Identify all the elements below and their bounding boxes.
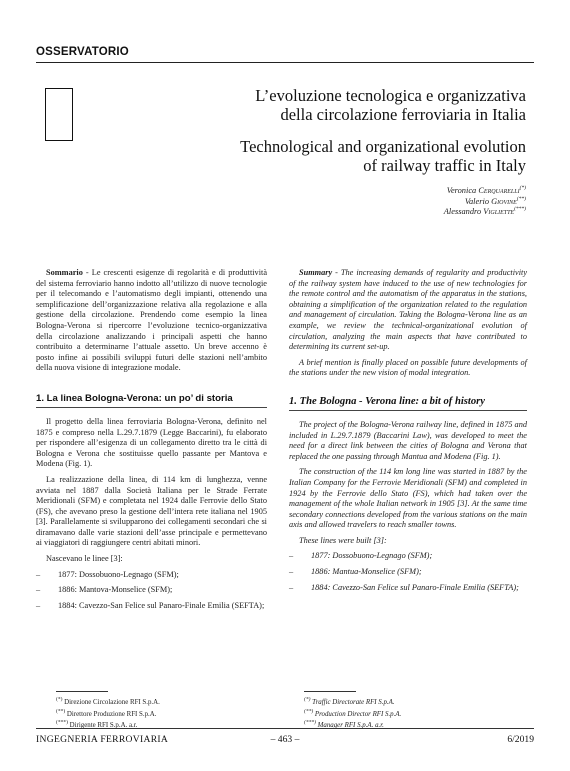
author: Alessandro Vigliette(***) — [443, 206, 526, 217]
issue-number: 6/2019 — [507, 734, 534, 745]
heading-rule — [289, 410, 527, 411]
title-english-line-1: Technological and organizational evolution — [240, 137, 526, 156]
italian-column — [36, 268, 267, 611]
summary-english-2: A brief mention is finally placed on possible future developments of the stations under the new vision of modal integration. — [289, 357, 527, 378]
heading-rule — [36, 407, 267, 408]
author-list — [444, 186, 526, 218]
english-column — [289, 268, 527, 593]
paragraph: Il progetto della linea ferroviaria Bologna-Verona, definito nel 1875 e compreso nella L.29.7.1879 (Legge Baccarini), fu elaborato per rispondere all’esigenza di un collegamento diretto tra le città di Bologna e Verona che sostituisse quello passante per Mantova e Modena (Fig. 1). — [36, 416, 267, 469]
list-item: – 1877: Dossobuono-Legnago (SFM); — [36, 569, 179, 579]
title-english-line-2: of railway traffic in Italy — [363, 156, 526, 175]
footnote: (***) Dirigente RFI S.p.A. a.r. — [56, 719, 138, 730]
title-block — [150, 86, 526, 175]
summary-english: Summary - The increasing demands of regularity and productivity of the railway system have induced to the use of new technologies for the remote control and the automatism of the apparatus in the stations, obtaining a simplification of the organization related to the regulation and management of circulation. Taking the Bologna-Verona line as an example, we review the technical-organizational evolution of circulation, analyzing the main aspects that have contributed to determining its current set-up. — [289, 268, 527, 352]
paragraph: These lines were built [3]: — [299, 535, 387, 545]
title-italian-line-1: L’evoluzione tecnologica e organizzativa — [255, 86, 526, 105]
list-item: – 1877: Dossobuono-Legnago (SFM); — [289, 551, 433, 561]
footnote: (*) Traffic Directorate RFI S.p.A. — [304, 696, 395, 706]
journal-name: INGEGNERIA FERROVIARIA — [36, 734, 169, 745]
footnote: (***) Manager RFI S.p.A. a.r. — [304, 719, 384, 730]
summary-italian: Sommario - Le crescenti esigenze di regolarità e di produttività del sistema ferroviario hanno indotto all’utilizzo di nuove tecnologie per il telecomando e l’automatismo degli impianti, ottenendo una semplificazione dell’organizzazione relativa alla regolazione e alla gestione della circolazione. Prendendo come esempio la linea Bologna-Verona si ripercorre l’evoluzione tecnico-organizzativa della circolazione analizzando i principali aspetti che hanno contribuito a determinarne l’attuale assetto. Un breve accenno è posto infine ai possibili sviluppi futuri delle stazioni nell’ambito della nuova visione di integrazione modale. — [36, 268, 267, 373]
section-heading-italian: 1. La linea Bologna-Verona: un po’ di storia — [36, 393, 267, 408]
page-number: – 463 – — [270, 734, 300, 745]
section-label: OSSERVATORIO — [36, 46, 129, 58]
journal-logo-frame — [45, 88, 73, 141]
title-italian — [150, 86, 526, 124]
section-divider — [36, 62, 534, 63]
footnotes-italian — [56, 697, 160, 732]
paragraph: Nascevano le linee [3]: — [46, 554, 123, 564]
line-list — [289, 551, 527, 593]
footer-divider — [36, 728, 534, 729]
list-item: – 1886: Mantova-Monselice (SFM); — [36, 585, 173, 595]
footnotes-english — [304, 697, 401, 732]
list-item: – 1884: Cavezzo-San Felice sul Panaro-Finale Emilia (SEFTA); — [36, 600, 265, 610]
author: Veronica Cerquarelli(*) — [446, 185, 526, 195]
list-item: – 1886: Mantua-Monselice (SFM); — [289, 567, 422, 577]
footnote: (**) Production Director RFI S.p.A. — [304, 708, 402, 718]
list-item: – 1884: Cavezzo-San Felice sul Panaro-Finale Emilia (SEFTA); — [289, 582, 519, 592]
footnote-rule — [56, 691, 108, 692]
title-english — [150, 137, 526, 175]
paragraph: La realizzazione della linea, di 114 km di lunghezza, venne avviata nel 1887 dalla Società Italiana per le Strade Ferrate Meridionali (SFM) e completata nel 1924 dalle Ferrovie dello Stato (FS), che avevano preso la gestione dell’intera rete italiana nel 1905 [3]. Parallelamente si svilupparono dei collegamenti secondari che si diramavano dalle varie stazioni dell’asse principale e permettevano ai viaggiatori di raggiungere centri abitati minori. — [36, 474, 267, 548]
section-heading-english: 1. The Bologna - Verona line: a bit of history — [289, 396, 527, 411]
paragraph: The construction of the 114 km long line was started in 1887 by the Italian Company for the Ferrovie Meridionali (SFM) and completed in 1924 by the Ferrovie dello Stato (FS), which had taken over the management of the whole Italian network in 1905 [3]. At the same time secondary connections developed from the various stations on the main axis and allowed travelers to reach smaller towns. — [289, 467, 527, 530]
author: Valerio Giovine(**) — [464, 195, 526, 206]
footnote: (*) Direzione Circolazione RFI S.p.A. — [56, 696, 160, 706]
paragraph: The project of the Bologna-Verona railway line, defined in 1875 and included in L.29.7.1879 (Baccarini Law), was developed to meet the need for a direct link between the cities of Bologna and Verona that replaced the one passing through Mantua and Modena (Fig. 1). — [289, 419, 527, 461]
title-italian-line-2: della circolazione ferroviaria in Italia — [280, 105, 526, 124]
footnote: (**) Direttore Produzione RFI S.p.A. — [56, 708, 157, 718]
footnote-rule — [304, 691, 356, 692]
line-list — [36, 570, 267, 612]
